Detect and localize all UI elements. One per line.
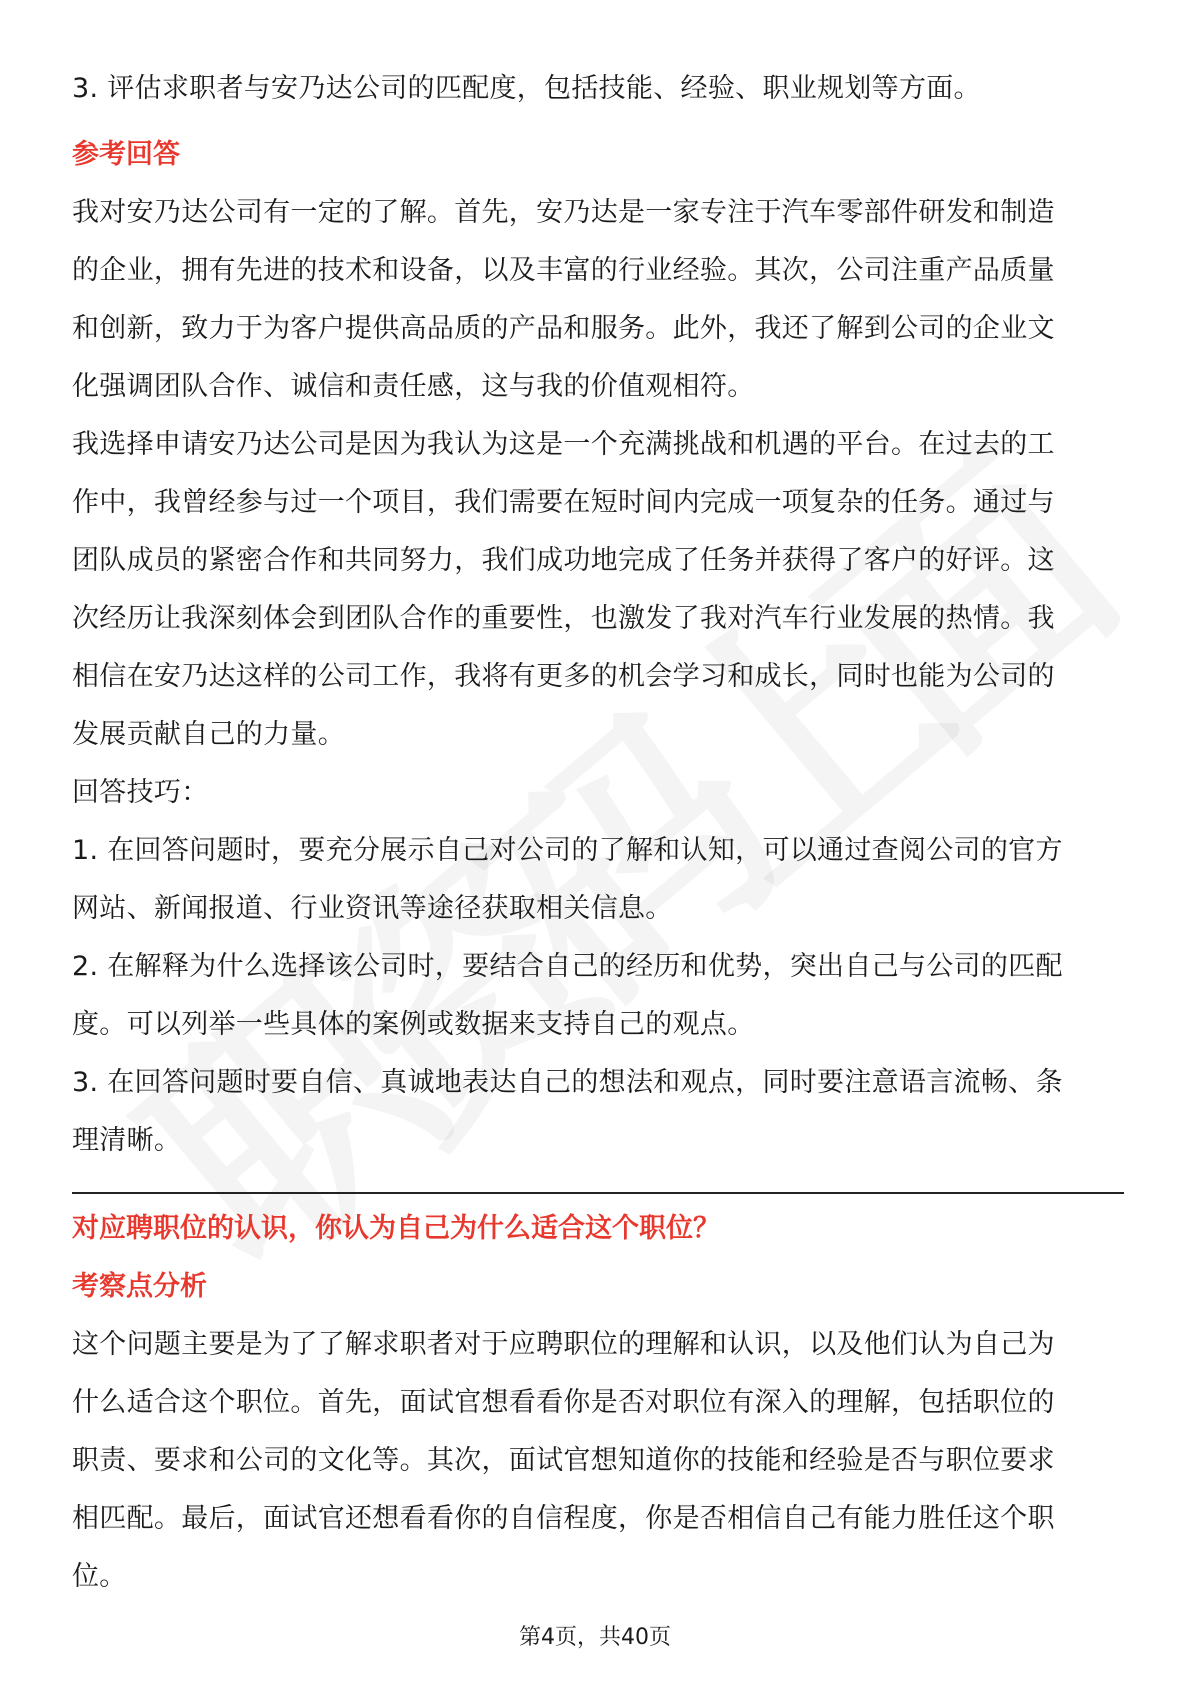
- page-number: 第4页，共40页: [519, 1625, 671, 1650]
- text-line: 相匹配。最后，面试官还想看看你的自信程度，你是否相信自己有能力胜任这个职: [72, 1503, 1055, 1534]
- tip-1: [72, 822, 1124, 938]
- text-line: 位。: [72, 1561, 127, 1592]
- question-2-title: 对应聘职位的认识，你认为自己为什么适合这个职位？: [72, 1213, 720, 1244]
- text-line: 什么适合这个职位。首先，面试官想看看你是否对职位有深入的理解，包括职位的: [72, 1387, 1055, 1418]
- text-line: 理清晰。: [72, 1125, 182, 1156]
- text-line: 发展贡献自己的力量。: [72, 719, 345, 750]
- text-line: 团队成员的紧密合作和共同努力，我们成功地完成了任务并获得了客户的好评。这: [72, 545, 1055, 576]
- tip-2: [72, 938, 1124, 1054]
- tip-3: [72, 1054, 1124, 1170]
- analysis-heading: 考察点分析: [72, 1271, 207, 1302]
- text-line: 相信在安乃达这样的公司工作，我将有更多的机会学习和成长，同时也能为公司的: [72, 661, 1055, 692]
- text-line: 我对安乃达公司有一定的了解。首先，安乃达是一家专注于汽车零部件研发和制造: [72, 197, 1055, 228]
- text-line: 的企业，拥有先进的技术和设备，以及丰富的行业经验。其次，公司注重产品质量: [72, 255, 1055, 286]
- text-line: 次经历让我深刻体会到团队合作的重要性，也激发了我对汽车行业发展的热情。我: [72, 603, 1055, 634]
- text-line: 网站、新闻报道、行业资讯等途径获取相关信息。: [72, 893, 673, 924]
- text-line: 这个问题主要是为了了解求职者对于应聘职位的理解和认识，以及他们认为自己为: [72, 1329, 1055, 1360]
- text-line: 2. 在解释为什么选择该公司时，要结合自己的经历和优势，突出自己与公司的匹配: [72, 951, 1063, 982]
- tips-heading: 回答技巧：: [72, 777, 209, 808]
- text-line: 度。可以列举一些具体的案例或数据来支持自己的观点。: [72, 1009, 755, 1040]
- answer-paragraph-2: [72, 416, 1124, 764]
- text-line: 1. 在回答问题时，要充分展示自己对公司的了解和认知，可以通过查阅公司的官方: [72, 835, 1063, 866]
- section-divider: [72, 1192, 1124, 1194]
- answer-paragraph-1: [72, 184, 1124, 416]
- analysis-paragraph: [72, 1316, 1124, 1606]
- text-line: 3. 在回答问题时要自信、真诚地表达自己的想法和观点，同时要注意语言流畅、条: [72, 1067, 1063, 1098]
- text-line: 化强调团队合作、诚信和责任感，这与我的价值观相符。: [72, 371, 755, 402]
- text-line: 我选择申请安乃达公司是因为我认为这是一个充满挑战和机遇的平台。在过去的工: [72, 429, 1055, 460]
- reference-answer-heading: 参考回答: [72, 139, 180, 170]
- text-line: 和创新，致力于为客户提供高品质的产品和服务。此外，我还了解到公司的企业文: [72, 313, 1055, 344]
- criteria-line-3: 3. 评估求职者与安乃达公司的匹配度，包括技能、经验、职业规划等方面。: [72, 73, 981, 104]
- document-page: [72, 60, 1124, 1606]
- text-line: 作中，我曾经参与过一个项目，我们需要在短时间内完成一项复杂的任务。通过与: [72, 487, 1055, 518]
- text-line: 职责、要求和公司的文化等。其次，面试官想知道你的技能和经验是否与职位要求: [72, 1445, 1055, 1476]
